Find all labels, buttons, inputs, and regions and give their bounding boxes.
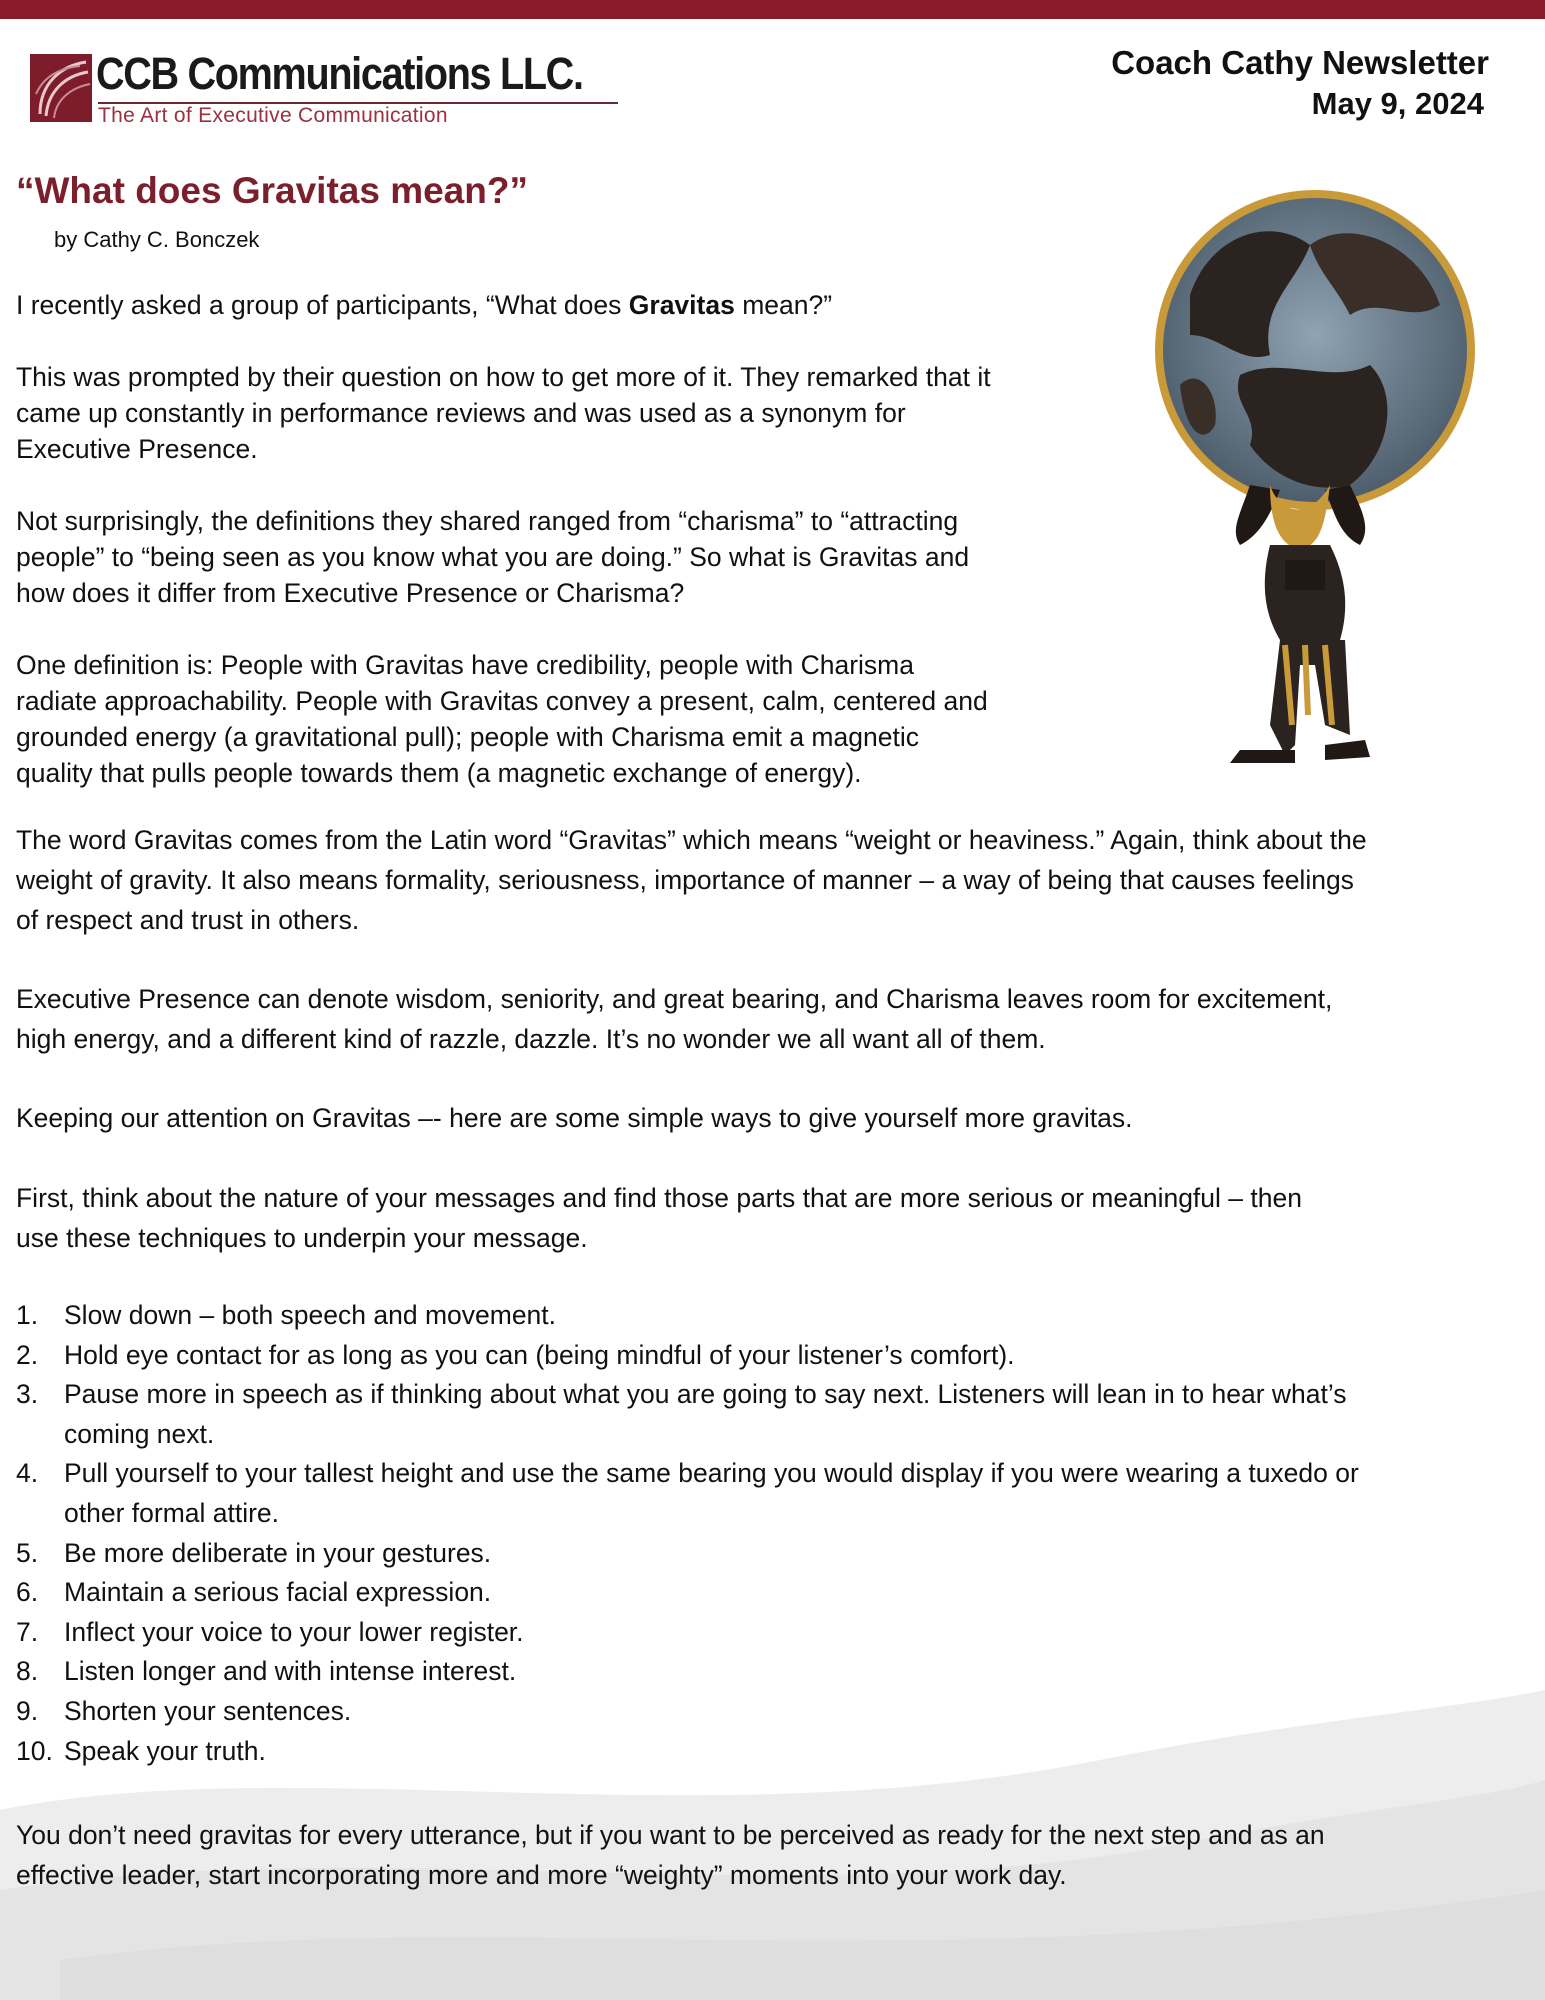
article-title: “What does Gravitas mean?”: [16, 170, 528, 211]
list-item-text: Maintain a serious facial expression.: [64, 1577, 492, 1608]
list-item: [16, 1573, 1516, 1613]
atlas-globe-illustration: [1120, 185, 1490, 765]
paragraph-6: Executive Presence can denote wisdom, seniority, and great bearing, and Charisma leaves room for excitement, high energy, and a different kind of razzle, dazzle. It’s no wonder we all want all of them.: [16, 984, 1333, 1054]
paragraph-8: First, think about the nature of your messages and find those parts that are more serious or meaningful – then use these techniques to underpin your message.: [16, 1183, 1302, 1253]
list-item-text: Shorten your sentences.: [64, 1695, 352, 1726]
tips-list: [16, 1296, 1516, 1771]
list-item: [16, 1534, 1516, 1574]
newsletter-heading: [1111, 42, 1489, 124]
paragraph-3: Not surprisingly, the definitions they shared ranged from “charisma” to “attracting people” to “being seen as you know what you are doing.” So what is Gravitas and how does it differ from Executive Presence or Charisma?: [16, 506, 970, 608]
newsletter-title: Coach Cathy Newsletter: [1111, 44, 1489, 81]
bold-term: Gravitas: [628, 290, 735, 320]
list-item: [16, 1732, 1516, 1772]
list-item-text: other formal attire.: [64, 1497, 280, 1528]
list-item-text: Inflect your voice to your lower register.: [64, 1616, 524, 1647]
paragraph-5: The word Gravitas comes from the Latin word “Gravitas” which means “weight or heaviness.” Again, think about the weight of gravity. It also means formality, seriousness, importance of manner – a way of being that causes feelings of respect and trust in others.: [16, 825, 1367, 935]
list-item-text: Hold eye contact for as long as you can (being mindful of your listener’s comfort).: [64, 1339, 1015, 1370]
company-tagline: The Art of Executive Communication: [98, 104, 448, 127]
list-item: [16, 1336, 1516, 1376]
closing-paragraph: You don’t need gravitas for every utterance, but if you want to be perceived as ready for the next step and as an effective leader, start incorporating more and more “weighty” moments into your work day.: [16, 1820, 1325, 1890]
list-item-number: 2.: [16, 1339, 39, 1370]
ccb-logo-icon: [30, 54, 92, 122]
list-item-number: 6.: [16, 1577, 39, 1608]
list-item-number: 3.: [16, 1379, 39, 1410]
list-item-text: Pull yourself to your tallest height and use the same bearing you would display if you were wearing a tuxedo or: [64, 1458, 1359, 1489]
company-name: CCB Communications LLC.: [96, 48, 583, 99]
paragraph-2: This was prompted by their question on how to get more of it. They remarked that it came up constantly in performance reviews and was used as a synonym for Executive Presence.: [16, 362, 991, 464]
list-item-number: 7.: [16, 1616, 39, 1647]
list-item-text: coming next.: [64, 1418, 215, 1449]
list-item-text: Pause more in speech as if thinking about what you are going to say next. Listeners will lean in to hear what’s: [64, 1379, 1347, 1410]
article-byline: by Cathy C. Bonczek: [54, 227, 260, 252]
list-item-number: 1.: [16, 1300, 39, 1330]
paragraph-4: One definition is: People with Gravitas have credibility, people with Charisma radiate approachability. People with Gravitas convey a present, calm, centered and grounded energy (a gravitational pull); people with Charisma emit a magnetic quality that pulls people towards them (a magnetic exchange of energy).: [16, 650, 988, 788]
list-item-number: 9.: [16, 1695, 39, 1726]
paragraph-7: Keeping our attention on Gravitas –- here are some simple ways to give yourself more gravitas.: [16, 1103, 1133, 1133]
list-item: [16, 1652, 1516, 1692]
list-item-number: 10.: [16, 1735, 53, 1766]
list-item-text: Speak your truth.: [64, 1735, 266, 1766]
list-item: [16, 1692, 1516, 1732]
list-item: [16, 1613, 1516, 1653]
list-item: [16, 1375, 1516, 1454]
intro-paragraph: I recently asked a group of participants, “What does Gravitas mean?”: [16, 290, 833, 320]
list-item: [16, 1296, 1516, 1336]
list-item-text: Slow down – both speech and movement.: [64, 1300, 557, 1330]
list-item-number: 5.: [16, 1537, 39, 1568]
list-item-text: Listen longer and with intense interest.: [64, 1656, 517, 1687]
list-item-number: 8.: [16, 1656, 39, 1687]
list-item: [16, 1454, 1516, 1533]
newsletter-date: May 9, 2024: [1311, 86, 1484, 121]
company-logo[interactable]: [30, 48, 590, 127]
top-brand-bar: [0, 0, 1545, 19]
list-item-text: Be more deliberate in your gestures.: [64, 1537, 492, 1568]
list-item-number: 4.: [16, 1458, 39, 1489]
